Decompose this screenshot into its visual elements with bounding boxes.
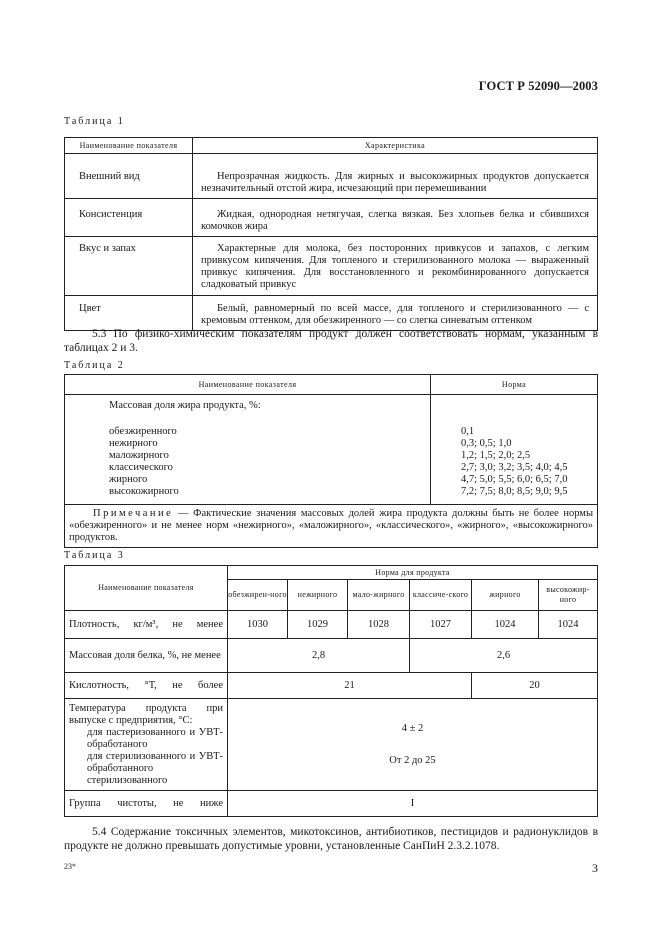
temperature-line: для стерилизованного и УВТ-обработанного стерилизованного: [87, 750, 223, 786]
column-header: классиче-ского: [410, 580, 472, 611]
protein-value: 2,6: [410, 639, 598, 673]
row-value: Жидкая, однородная нетягучая, слегка вязкая. Без хлопьев белка и сбившихся комочков жира: [193, 199, 598, 237]
table-row: [65, 296, 598, 331]
paragraph-5-3: 5.3 По физико-химическим показателям продукт должен соответствовать нормам, указанным в таблицах 2 и 3.: [64, 328, 598, 354]
table3-caption: Таблица 3: [64, 550, 125, 561]
fat-value: 7,2; 7,5; 8,0; 8,5; 9,0; 9,5: [461, 486, 568, 497]
column-header: высокожир-ного: [539, 580, 598, 611]
paragraph-5-4: 5.4 Содержание токсичных элементов, микотоксинов, антибиотиков, пестицидов и радионуклидов в продукте не должно превышать допустимые уровни, установленные СанПиН 2.3.2.1078.: [64, 826, 598, 852]
table-header-row: [65, 375, 598, 395]
table-row: [65, 154, 598, 199]
protein-value: 2,8: [228, 639, 410, 673]
fat-value: 2,7; 3,0; 3,2; 3,5; 4,0; 4,5: [461, 462, 568, 473]
protein-label: Массовая доля белка, %, не менее: [65, 639, 228, 673]
acidity-value: 20: [472, 673, 598, 699]
table2-col-value: Норма: [431, 375, 598, 395]
table-row: [65, 791, 598, 817]
density-value: 1024: [539, 611, 598, 639]
row-value: Непрозрачная жидкость. Для жирных и высокожирных продуктов допускается незначительный отстой жира, исчезающий при перемешивании: [193, 154, 598, 199]
fat-value: 4,7; 5,0; 5,5; 6,0; 6,5; 7,0: [461, 474, 568, 485]
page-number: 3: [592, 861, 598, 875]
density-value: 1030: [228, 611, 288, 639]
temperature-value: От 2 до 25: [389, 754, 436, 766]
table-row: [65, 699, 598, 791]
density-label: Плотность, кг/м³, не менее: [65, 611, 228, 639]
column-header: нежирного: [288, 580, 348, 611]
table-row: [65, 237, 598, 296]
acidity-value: 21: [228, 673, 472, 699]
table-header-row: [65, 138, 598, 154]
note-text: — Фактические значения массовых долей жира продукта должны быть не более нормы «обезжиренного» и не менее норм «нежирного», «маложирного», «классического», «жирного», «высокожирного» продуктов.: [69, 508, 593, 543]
row-value: Белый, равномерный по всей массе, для топленого и стерилизованного — с кремовым оттенком, для обезжиренного — со слегка синеватым оттенком: [193, 296, 598, 331]
table-header-row: [65, 566, 598, 580]
table-note-row: [65, 505, 598, 548]
density-value: 1028: [348, 611, 410, 639]
footer-mark: 23*: [64, 862, 76, 871]
row-name: Цвет: [65, 296, 193, 331]
temperature-values: [228, 699, 598, 791]
row-value: Характерные для молока, без посторонних привкусов и запахов, с легким привкусом кипячения. Для топленого и стерилизованного молока — выраженный привкус кипячения. Для восстановленного и рекомбинированного допускается сладковатый привкус: [193, 237, 598, 296]
column-header: жирного: [472, 580, 539, 611]
fat-value: 0,1: [461, 426, 475, 437]
table-row: [65, 395, 598, 505]
note-label: Примечание: [93, 508, 174, 519]
table-row: [65, 639, 598, 673]
table-row: [65, 673, 598, 699]
fat-name: высокожирного: [109, 486, 179, 497]
fat-value: 1,2; 1,5; 2,0; 2,5: [461, 450, 531, 461]
table1: [64, 137, 598, 331]
table3-col-name: Наименование показателя: [65, 566, 228, 611]
fat-name: обезжиренного: [109, 426, 177, 437]
fat-name: жирного: [109, 474, 148, 485]
table1-col-value: Характеристика: [193, 138, 598, 154]
column-header: обезжирен-ного: [228, 580, 288, 611]
table1-caption: Таблица 1: [64, 116, 125, 127]
fat-value: 0,3; 0,5; 1,0: [461, 438, 512, 449]
fat-name: классического: [109, 462, 173, 473]
purity-value: I: [228, 791, 598, 817]
temperature-line: для пастеризованного и УВТ-обработаного: [87, 726, 223, 750]
density-value: 1024: [472, 611, 539, 639]
temperature-label: [65, 699, 228, 791]
fat-name: нежирного: [109, 438, 158, 449]
document-header: ГОСТ Р 52090—2003: [478, 79, 598, 93]
row-name: Внешний вид: [65, 154, 193, 199]
table2-note: [65, 505, 598, 548]
temperature-value: 4 ± 2: [401, 722, 424, 734]
fat-values-cell: [431, 395, 598, 505]
table-row: [65, 199, 598, 237]
table2-caption: Таблица 2: [64, 360, 125, 371]
table1-col-name: Наименование показателя: [65, 138, 193, 154]
density-value: 1027: [410, 611, 472, 639]
table3: [64, 565, 598, 817]
acidity-label: Кислотность, °Т, не более: [65, 673, 228, 699]
row-name: Консистенция: [65, 199, 193, 237]
table-row: [65, 611, 598, 639]
fat-name: маложирного: [109, 450, 169, 461]
column-header: мало-жирного: [348, 580, 410, 611]
temperature-line: Температура продукта при выпуске с предприятия, °С:: [69, 702, 223, 726]
fat-names-cell: [65, 395, 431, 505]
table2: [64, 374, 598, 548]
density-value: 1029: [288, 611, 348, 639]
fat-heading: Массовая доля жира продукта, %:: [109, 400, 261, 411]
table2-col-name: Наименование показателя: [65, 375, 431, 395]
purity-label: Группа чистоты, не ниже: [65, 791, 228, 817]
row-name: Вкус и запах: [65, 237, 193, 296]
table3-group-header: Норма для продукта: [228, 566, 598, 580]
